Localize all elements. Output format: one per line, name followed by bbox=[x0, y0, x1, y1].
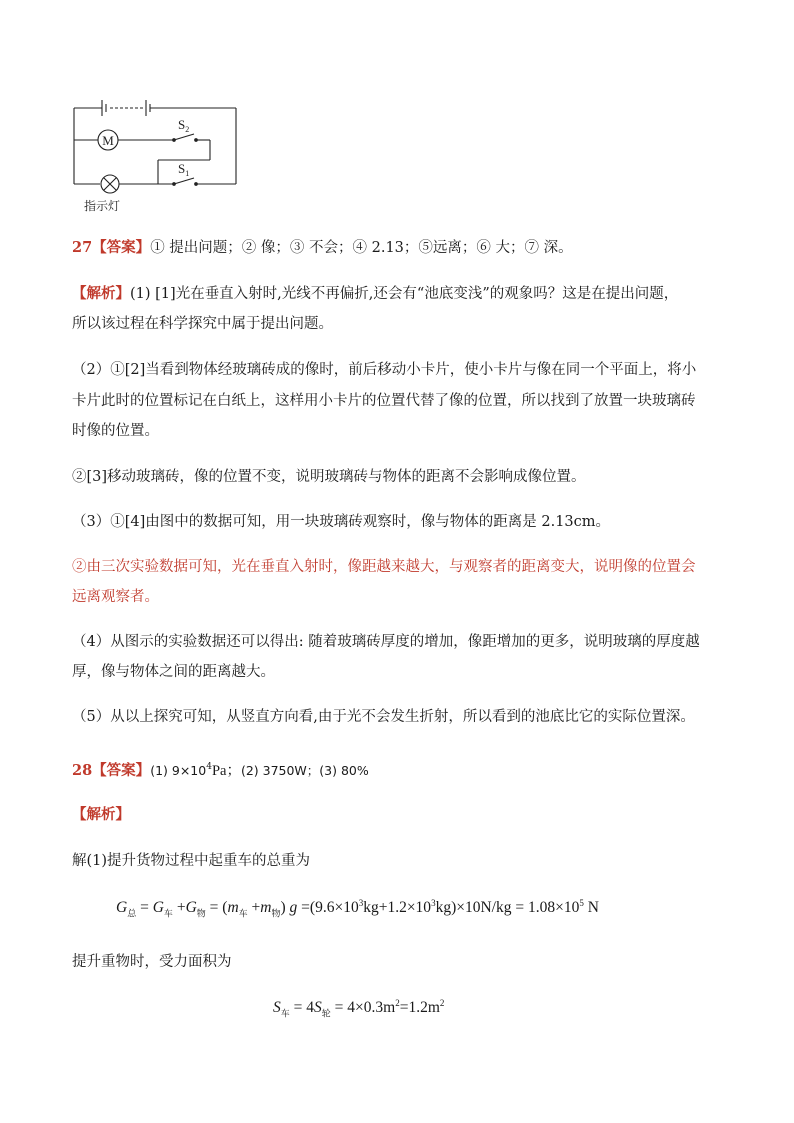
q27-p1-a: (1) [1]光在垂直入射时,光线不再偏折,还会有“池底变浅”的观象吗？这是在提出问题， bbox=[130, 286, 679, 302]
q27-analysis-line-1 bbox=[72, 284, 678, 304]
q27-p2-a: （2）①[2]当看到物体经玻璃砖成的像时，前后移动小卡片，使小卡片与像在同一个平面上，将小 bbox=[72, 362, 697, 378]
q28-ans1-sep: ； bbox=[226, 762, 241, 779]
switch-s2-label: $S_2$ bbox=[178, 117, 190, 134]
q28-step2: 提升重物时，受力面积为 bbox=[72, 954, 232, 970]
q28-answer-line bbox=[72, 757, 369, 781]
q28-ans1-unit: Pa bbox=[211, 762, 227, 779]
equation-total-weight: $G_总 = G_车 +G_物 = (m_车 +m_物)$ $g =(9.6\times 10^3kg+1.2\times 10^3kg)\times 10N/kg = 1.08\times 10^5$ N bbox=[116, 898, 599, 919]
q27-p2-b: 卡片此时的位置标记在白纸上，这样用小卡片的位置代替了像的位置，所以找到了放置一块玻璃砖 bbox=[72, 393, 696, 409]
q27-p6-b: 厚，像与物体之间的距离越大。 bbox=[72, 664, 275, 680]
q27-p2-c: 时像的位置。 bbox=[72, 423, 159, 439]
q28-answer-tag: 28【答案】 bbox=[72, 761, 151, 779]
q27-answer-text: ① 提出问题；② 像；③ 不会；④ 2.13；⑤远离；⑥ 大；⑦ 深。 bbox=[150, 240, 573, 256]
q28-step1: 解(1)提升货物过程中起重车的总重为 bbox=[72, 853, 311, 869]
q27-p5-a: ②由三次实验数据可知，光在垂直入射时，像距越来越大，与观察者的距离变大，说明像的位置会 bbox=[72, 559, 696, 575]
circuit-diagram bbox=[70, 92, 242, 216]
q27-answer-tag: 27【答案】 bbox=[72, 239, 151, 256]
lamp-label: 指示灯 bbox=[84, 199, 121, 213]
q27-answer-line bbox=[72, 238, 573, 258]
q27-p7: （5）从以上探究可知，从竖直方向看,由于光不会发生折射，所以看到的池底比它的实际位置深。 bbox=[72, 709, 695, 725]
q27-p6-a: （4）从图示的实验数据还可以得出: 随着玻璃砖厚度的增加，像距增加的更多，说明玻璃的厚度越 bbox=[72, 634, 700, 650]
q27-analysis-tag: 【解析】 bbox=[72, 285, 130, 302]
q28-ans1-prefix: (1) 9×10 bbox=[150, 762, 207, 778]
equation-contact-area: $S_车 = 4S_轮 = 4\times 0.3m^2=1.2m^2$ bbox=[273, 998, 445, 1019]
q28-ans2: (2) 3750W； bbox=[240, 762, 320, 778]
q28-analysis-tag: 【解析】 bbox=[72, 806, 130, 823]
switch-s1-label: $S_1$ bbox=[178, 161, 190, 178]
motor-label: M bbox=[102, 133, 114, 148]
q27-p1-b: 所以该过程在科学探究中属于提出问题。 bbox=[72, 316, 333, 332]
q27-p4: （3）①[4]由图中的数据可知，用一块玻璃砖观察时，像与物体的距离是 2.13cm。 bbox=[72, 514, 611, 530]
q27-p3: ②[3]移动玻璃砖，像的位置不变，说明玻璃砖与物体的距离不会影响成像位置。 bbox=[72, 469, 586, 485]
q28-ans3: (3) 80% bbox=[319, 762, 369, 778]
q28-ans1-exp: 4 bbox=[206, 762, 212, 772]
q27-p5-b: 远离观察者。 bbox=[72, 589, 159, 605]
